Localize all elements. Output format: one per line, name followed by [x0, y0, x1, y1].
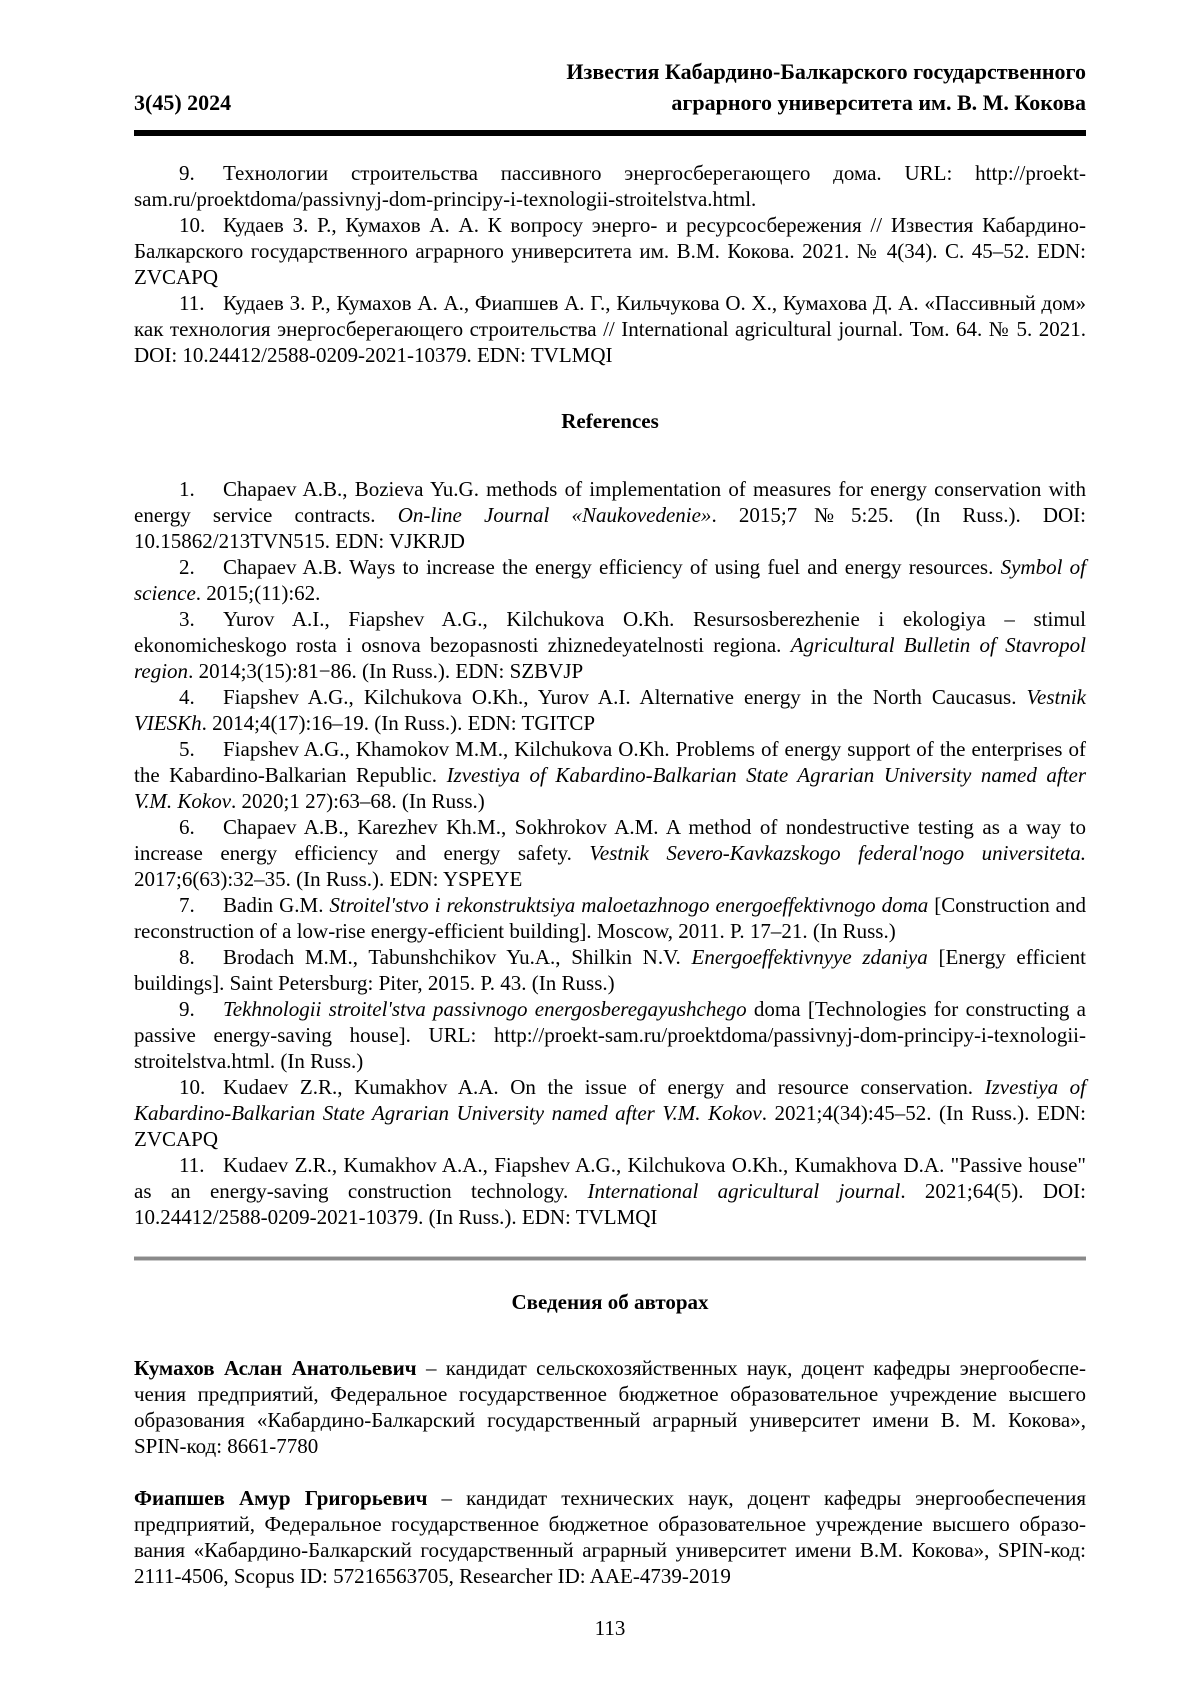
reference-text: Chapaev A.B., Karezhev Kh.M., Sokhrokov A.M. A method of nondestructive testing as a way to increase energy efficiency and energy safety. Vestnik Severo-Kavkazskogo federal'nogo universiteta. 2017;6(63):32–35. (In Russ.). EDN: YSPEYE: [134, 815, 1086, 891]
reference-item: [134, 606, 1086, 684]
authors-section: [134, 1355, 1086, 1589]
reference-item: [134, 736, 1086, 814]
reference-number: 11.: [179, 1153, 205, 1177]
reference-number: 2.: [179, 555, 195, 579]
reference-number: 6.: [179, 815, 195, 839]
reference-text: Fiapshev A.G., Kilchukova O.Kh., Yurov A.I. Alternative energy in the North Caucasus. Vestnik VIESKh. 2014;4(17):16–19. (In Russ.). EDN: TGITCP: [134, 685, 1086, 735]
reference-text: Kudaev Z.R., Kumakhov A.A. On the issue of energy and resource conservation. Izvestiya of Kabardino-Balkarian State Agrarian University named after V.M. Kokov. 2021;4(34):45–52. (In Russ.). EDN: ZVCAPQ: [134, 1075, 1086, 1151]
reference-item: [134, 1152, 1086, 1230]
english-references-list: [134, 476, 1086, 1230]
author-item: [134, 1485, 1086, 1589]
reference-text: Chapaev A.B., Bozieva Yu.G. methods of implementation of measures for energy conservation with energy service contracts. On-line Journal «Naukovedenie». 2015;7№5:25. (In Russ.). DOI: 10.15862/213TVN515. EDN: VJKRJD: [134, 477, 1087, 553]
reference-item: [134, 290, 1086, 368]
issue-number: 3(45) 2024: [134, 90, 232, 115]
reference-item: [134, 684, 1086, 736]
reference-text: Chapaev A.B. Ways to increase the energy efficiency of using fuel and energy resources. Symbol of science. 2015;(11):62.: [134, 555, 1086, 605]
author-name: Кумахов Аслан Анатольевич: [134, 1356, 417, 1380]
reference-item: [134, 212, 1086, 290]
reference-number: 10.: [179, 1075, 206, 1099]
reference-number: 1.: [179, 477, 195, 501]
reference-item: [134, 160, 1086, 212]
reference-item: [134, 892, 1086, 944]
reference-item: [134, 814, 1086, 892]
reference-number: 3.: [179, 607, 195, 631]
reference-number: 10.: [179, 213, 206, 237]
reference-text: Kudaev Z.R., Kumakhov A.A., Fiapshev A.G., Kilchukova O.Kh., Kumakhova D.A. "Passive house" as an energy-saving construction technology. International agricultural journal. 2021;64(5). DOI: 10.24412/2588-0209-2021-10379. (In Russ.). EDN: TVLMQI: [134, 1153, 1086, 1229]
reference-text: Yurov A.I., Fiapshev A.G., Kilchukova O.Kh. Resursosberezhenie i ekologiya – stimul ekonomicheskogo rosta i osnova bezopasnosti zhiznedeyatelnosti regiona. Agricultural Bulletin of Stavropol region. 2014;3(15):81−86. (In Russ.). EDN: SZBVJP: [134, 607, 1086, 683]
reference-text: Brodach M.M., Tabunshchikov Yu.A., Shilkin N.V. Energoeffektivnyye zdaniya [Energy efficient buildings]. Saint Petersburg: Piter, 2015. P. 43. (In Russ.): [134, 945, 1087, 995]
author-item: [134, 1355, 1086, 1459]
reference-number: 11.: [179, 291, 205, 315]
journal-title-line1: Известия Кабардино-Балкарского государственного: [566, 59, 1086, 84]
author-info: – кандидат технических наук, доцент кафедры энергообеспечения предприятий, Федеральное государственное бюджетное образовательное учреждение высшего образования «Кабардино-Балкарский государственный аграрный университет имени В.М. Кокова», SPIN-код: 2111-4506, Scopus ID: 57216563705, Researcher ID: AAE-4739-2019: [134, 1486, 1087, 1588]
reference-item: [134, 944, 1086, 996]
reference-text: Fiapshev A.G., Khamokov M.M., Kilchukova O.Kh. Problems of energy support of the enterprises of the Kabardino-Balkarian Republic. Izvestiya of Kabardino-Balkarian State Agrarian University named after V.M. Kokov. 2020;1 27):63–68. (In Russ.): [134, 737, 1087, 813]
reference-number: 4.: [179, 685, 195, 709]
references-heading: References: [561, 409, 659, 433]
reference-text: Badin G.M. Stroitel'stvo i rekonstruktsiya maloetazhnogo energoeffektivnogo doma [Construction and reconstruction of a low-rise energy-efficient building]. Moscow, 2011. P. 17–21. (In Russ.): [134, 893, 1086, 943]
reference-number: 5.: [179, 737, 195, 761]
journal-title-line2: аграрного университета им. В. М. Кокова: [671, 90, 1086, 115]
authors-heading: Сведения об авторах: [511, 1290, 709, 1314]
reference-text: Технологии строительства пассивного энергосберегающего дома. URL: http://proekt-sam.ru/proektdoma/passivnyj-dom-principy-i-texnologii-stroitelstva.html.: [134, 161, 1086, 211]
reference-text: Tekhnologii stroitel'stva passivnogo energosberegayushchego doma [Technologies for constructing a passive energy-saving house]. URL: http://proekt-sam.ru/proektdoma/passivnyj-dom-principy-i-texnologii-stroitelstva.html. (In Russ.): [134, 997, 1086, 1073]
reference-item: [134, 996, 1086, 1074]
reference-item: [134, 476, 1086, 554]
journal-title: [566, 56, 1086, 118]
reference-text: Кудаев З. Р., Кумахов А. А. К вопросу энерго- и ресурсосбережения // Известия Кабардино-Балкарского государственного аграрного университета им. В.М. Кокова. 2021. № 4(34). С. 45–52. EDN: ZVCAPQ: [134, 213, 1086, 289]
reference-number: 8.: [179, 945, 195, 969]
page-header: [134, 56, 1086, 118]
section-divider: [134, 1256, 1086, 1261]
reference-item: [134, 554, 1086, 606]
page-number: 113: [594, 1616, 626, 1640]
header-rule: [134, 130, 1086, 136]
reference-text: Кудаев З. Р., Кумахов А. А., Фиапшев А. Г., Кильчукова О. Х., Кумахова Д. А. «Пассивный дом» как технология энергосберегающего строительства // International agricultural journal. Том. 64. № 5. 2021. DOI: 10.24412/2588-0209-2021-10379. EDN: TVLMQI: [134, 291, 1086, 367]
reference-number: 7.: [179, 893, 195, 917]
reference-number: 9.: [179, 997, 195, 1021]
reference-item: [134, 1074, 1086, 1152]
author-info: – кандидат сельскохозяйственных наук, доцент кафедры энергообеспечения предприятий, Федеральное государственное бюджетное образовательное учреждение высшего образования «Кабардино-Балкарский государственный аграрный университет имени В. М. Кокова», SPIN-код: 8661-7780: [134, 1356, 1086, 1458]
author-name: Фиапшев Амур Григорьевич: [134, 1486, 428, 1510]
reference-number: 9.: [179, 161, 195, 185]
russian-references-list: [134, 160, 1086, 368]
